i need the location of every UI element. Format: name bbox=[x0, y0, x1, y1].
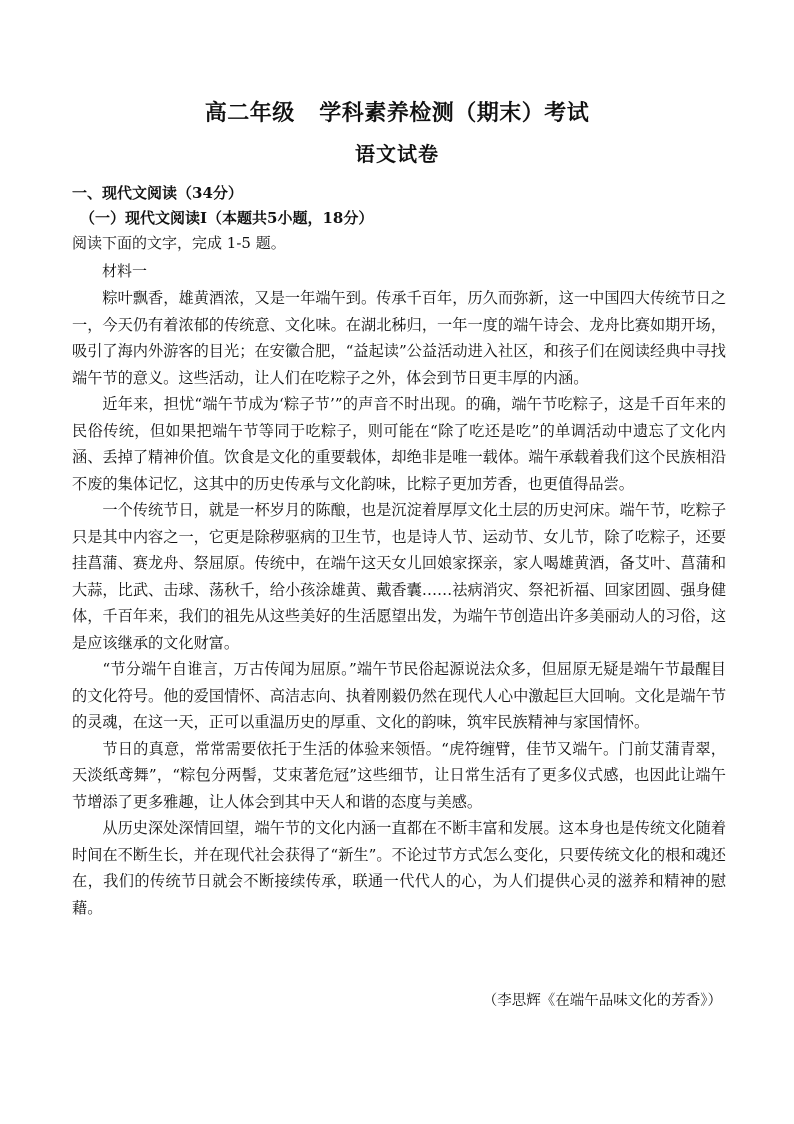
article-paragraph: 近年来，担忧“端午节成为‘粽子节’”的声音不时出现。的确，端午节吃粽子，这是千百年来的民俗传统，但如果把端午节等同于吃粽子，则可能在“除了吃还是吃”的单调活动中遗忘了文化内涵、丢掉了精神价值。饮食是文化的重要载体，却绝非是唯一载体。端午承载着我们这个民族相沿不废的集体记忆，这其中的历史传承与文化韵味，比粽子更加芳香，也更值得品尝。 bbox=[72, 395, 726, 493]
article-paragraph: “节分端午自谁言，万古传闻为屈原。”端午节民俗起源说法众多，但屈原无疑是端午节最醒目的文化符号。他的爱国情怀、高洁志向、执着刚毅仍然在现代人心中激起巨大回响。文化是端午节的灵魂，在这一天，正可以重温历史的厚重、文化的韵味，筑牢民族精神与家国情怀。 bbox=[72, 660, 726, 731]
reading-instruction: 阅读下面的文字，完成 1-5 题。 bbox=[72, 234, 286, 252]
exam-title: 高二年级 学科素养检测（期末）考试 bbox=[204, 100, 590, 126]
subsection-heading: （一）现代文阅读Ⅰ（本题共5小题，18分） bbox=[80, 209, 374, 227]
article-paragraph: 节日的真意，常常需要依托于生活的体验来领悟。“虎符缠臂，佳节又端午。门前艾蒲青翠，天淡纸鸢舞”，“粽包分两髻，艾束著危冠”这些细节，让日常生活有了更多仪式感，也因此让端午节增添了更多雅趣，让人体会到其中天人和谐的态度与美感。 bbox=[72, 739, 726, 811]
material-label: 材料一 bbox=[102, 262, 148, 280]
section-heading: 一、现代文阅读（34分） bbox=[72, 184, 243, 202]
article-paragraph: 粽叶飘香，雄黄酒浓，又是一年端午到。传承千百年，历久而弥新，这一中国四大传统节日之一，今天仍有着浓郁的传统意、文化味。在湖北秭归，一年一度的端午诗会、龙舟比赛如期开场，吸引了海内外游客的目光；在安徽合肥，“益起读”公益活动进入社区，和孩子们在阅读经典中寻找端午节的意义。这些活动，让人们在吃粽子之外，体会到节日更丰厚的内涵。 bbox=[72, 289, 726, 387]
exam-subject-title: 语文试卷 bbox=[355, 142, 439, 166]
article-body bbox=[72, 285, 726, 921]
article-paragraph: 从历史深处深情回望，端午节的文化内涵一直都在不断丰富和发展。这本身也是传统文化随着时间在不断生长，并在现代社会获得了“新生”。不论过节方式怎么变化，只要传统文化的根和魂还在，我们的传统节日就会不断接续传承，联通一代代人的心，为人们提供心灵的滋养和精神的慰藉。 bbox=[72, 819, 726, 917]
article-source: （李思辉《在端午品味文化的芳香》） bbox=[482, 993, 722, 1009]
article-paragraph: 一个传统节日，就是一杯岁月的陈酿，也是沉淀着厚厚文化土层的历史河床。端午节，吃粽子只是其中内容之一，它更是除秽驱病的卫生节，也是诗人节、运动节、女儿节，除了吃粽子，还要挂菖蒲、赛龙舟、祭屈原。传统中，在端午这天女儿回娘家探亲，家人喝雄黄酒，备艾叶、菖蒲和大蒜，比武、击球、荡秋千，给小孩涂雄黄、戴香囊……祛病消灾、祭祀祈福、回家团圆、强身健体，千百年来，我们的祖先从这些美好的生活愿望出发，为端午节创造出许多美丽动人的习俗，这是应该继承的文化财富。 bbox=[72, 501, 726, 652]
